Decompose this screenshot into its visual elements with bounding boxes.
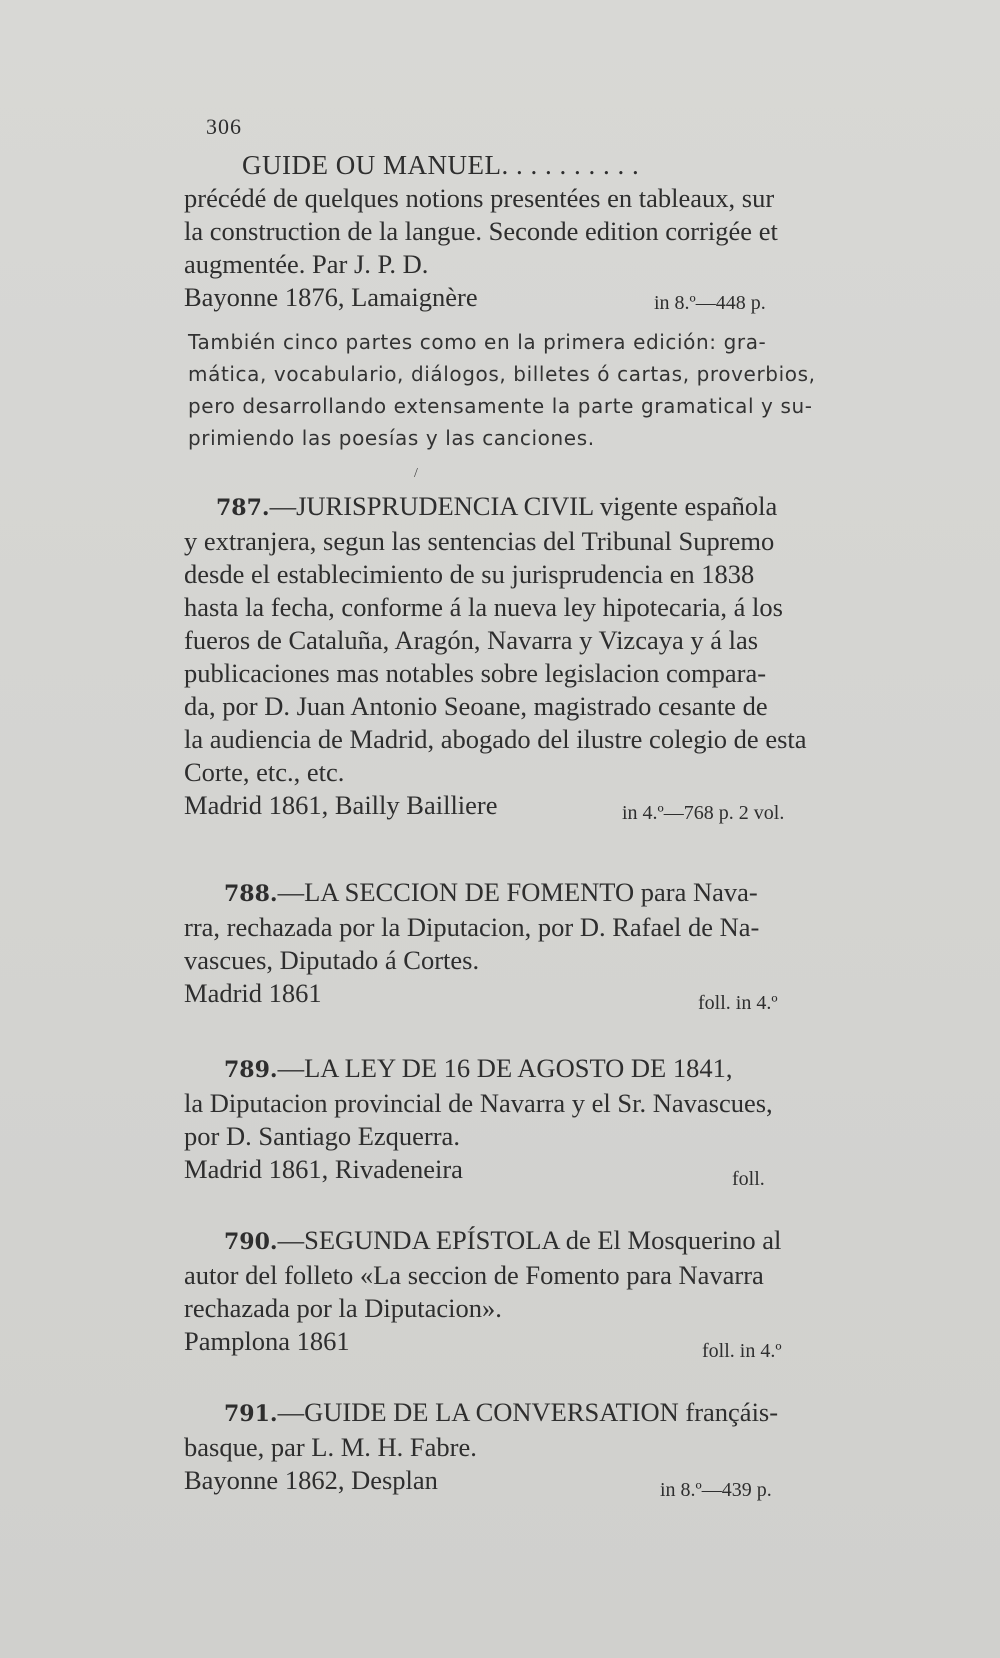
entry-text-line: fueros de Cataluña, Aragón, Navarra y Vizcaya y á las <box>184 625 759 655</box>
entry-text-line: la construction de la langue. Seconde edition corrigée et <box>184 216 778 246</box>
note-line: mática, vocabulario, diálogos, billetes ó cartas, proverbios, <box>188 362 816 386</box>
entry-text-line: précédé de quelques notions presentées en tableaux, sur <box>184 183 775 213</box>
imprint-format: in 8.º—448 p. <box>654 292 766 314</box>
entry-text-line: basque, par L. M. H. Fabre. <box>184 1432 477 1462</box>
entry-text-line: y extranjera, segun las sentencias del Tribunal Supremo <box>184 526 775 556</box>
entry-text-line: rra, rechazada por la Diputacion, por D. Rafael de Na- <box>184 912 760 942</box>
entry-789 <box>184 1052 864 1190</box>
imprint-format: in 8.º—439 p. <box>660 1479 772 1501</box>
imprint-format: foll. in 4.º <box>698 992 778 1014</box>
entry-title: —SEGUNDA EPÍSTOLA de El Mosquerino al <box>277 1225 782 1255</box>
entry-note <box>188 326 858 454</box>
entry-first-line <box>184 876 864 911</box>
entry-imprint <box>184 977 864 1014</box>
entry-text-line: da, por D. Juan Antonio Seoane, magistrado cesante de <box>184 691 768 721</box>
imprint-format: in 4.º—768 p. 2 vol. <box>622 802 785 824</box>
entry-previous <box>184 182 864 314</box>
entry-title: —JURISPRUDENCIA CIVIL vigente española <box>269 491 778 521</box>
note-line: pero desarrollando extensamente la parte gramatical y su- <box>188 394 813 418</box>
entry-text-line: hasta la fecha, conforme á la nueva ley hipotecaria, á los <box>184 592 783 622</box>
entry-imprint <box>184 1153 864 1190</box>
entry-number: 787. <box>216 495 270 521</box>
entry-number: 789. <box>224 1057 278 1083</box>
entry-text-line: Corte, etc., etc. <box>184 757 345 787</box>
entry-first-line <box>184 1396 864 1431</box>
entry-text-line: autor del folleto «La seccion de Fomento para Navarra <box>184 1260 764 1290</box>
entry-text-line: desde el establecimiento de su jurisprudencia en 1838 <box>184 559 755 589</box>
entry-number: 791. <box>224 1401 278 1427</box>
entry-first-line <box>184 1224 864 1259</box>
entry-first-line <box>184 1052 864 1087</box>
entry-title: —LA SECCION DE FOMENTO para Nava- <box>277 877 758 907</box>
entry-791 <box>184 1396 864 1501</box>
note-line: primiendo las poesías y las canciones. <box>188 426 595 450</box>
entry-text-line: rechazada por la Diputacion». <box>184 1293 502 1323</box>
imprint-place-date: Madrid 1861, Bailly Bailliere <box>184 790 498 820</box>
entry-title: —GUIDE DE LA CONVERSATION françáis- <box>277 1397 779 1427</box>
imprint-place-date: Madrid 1861 <box>184 978 322 1008</box>
imprint-place-date: Madrid 1861, Rivadeneira <box>184 1154 463 1184</box>
entry-text-line: vascues, Diputado á Cortes. <box>184 945 480 975</box>
entry-imprint <box>184 281 864 314</box>
entry-number: 788. <box>224 881 278 907</box>
entry-imprint <box>184 1325 864 1362</box>
imprint-place-date: Pamplona 1861 <box>184 1326 350 1356</box>
stray-mark: / <box>414 466 418 481</box>
imprint-place-date: Bayonne 1862, Desplan <box>184 1465 438 1495</box>
entry-imprint <box>184 1464 864 1501</box>
entry-first-line <box>184 490 864 525</box>
entry-790 <box>184 1224 864 1362</box>
imprint-format: foll. in 4.º <box>702 1340 782 1362</box>
imprint-format: foll. <box>732 1168 765 1190</box>
entry-text-line: publicaciones mas notables sobre legislacion compara- <box>184 658 767 688</box>
entry-text-line: la audiencia de Madrid, abogado del ilustre colegio de esta <box>184 724 807 754</box>
entry-text-line: augmentée. Par J. P. D. <box>184 249 429 279</box>
entry-text-line: la Diputacion provincial de Navarra y el Sr. Navascues, <box>184 1088 773 1118</box>
entry-787 <box>184 490 864 822</box>
running-heading: GUIDE OU MANUEL. . . . . . . . . . <box>242 150 640 180</box>
entry-title: —LA LEY DE 16 DE AGOSTO DE 1841, <box>277 1053 733 1083</box>
entry-text-line: por D. Santiago Ezquerra. <box>184 1121 460 1151</box>
entry-imprint <box>184 789 864 822</box>
entry-number: 790. <box>224 1229 278 1255</box>
note-line: También cinco partes como en la primera edición: gra- <box>188 330 767 354</box>
entry-788 <box>184 876 864 1014</box>
imprint-place-date: Bayonne 1876, Lamaignère <box>184 282 478 312</box>
page-number: 306 <box>206 114 242 139</box>
